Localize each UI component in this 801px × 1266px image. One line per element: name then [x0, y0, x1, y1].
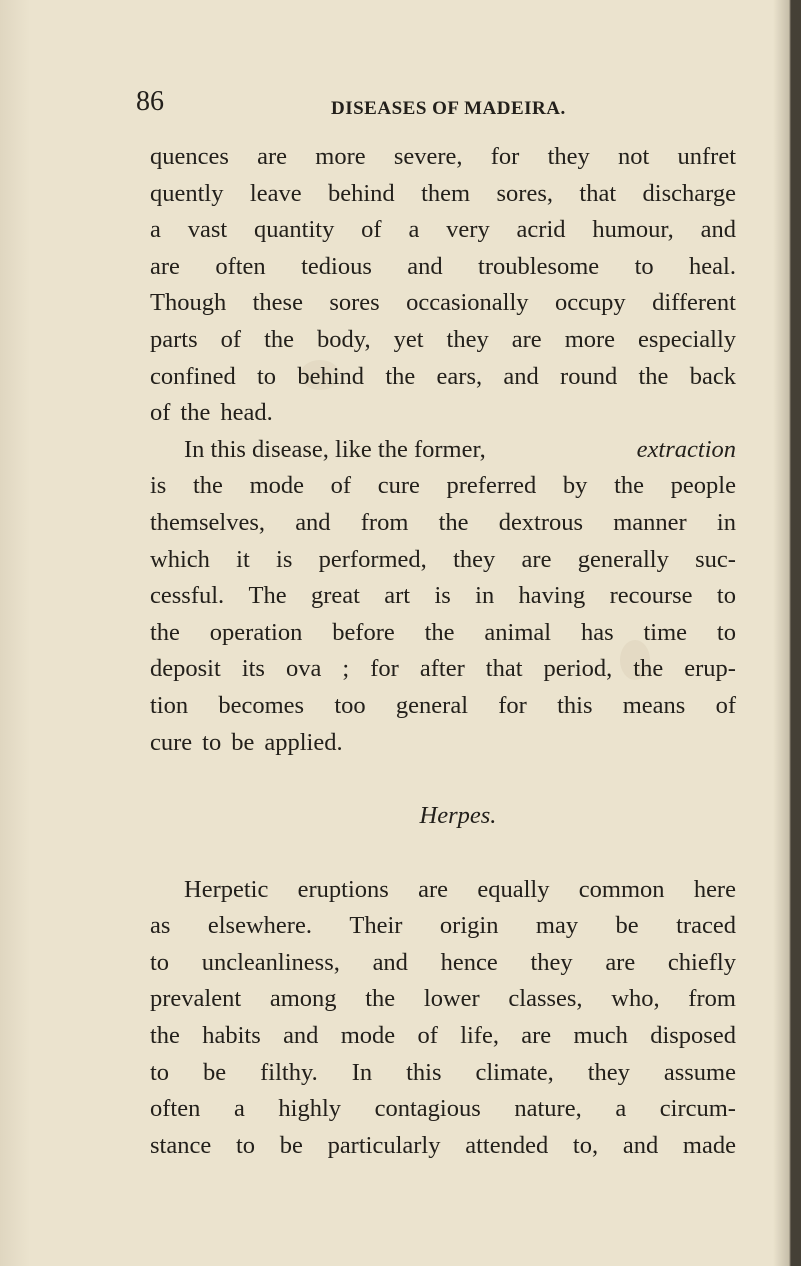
word: the	[424, 618, 455, 646]
word: round	[560, 362, 618, 390]
word: troublesome	[478, 252, 600, 280]
body-text	[150, 139, 736, 1164]
word: the	[638, 362, 669, 390]
text-line	[150, 139, 736, 176]
word: for	[490, 143, 520, 170]
word: body,	[317, 325, 371, 353]
word: to	[257, 362, 277, 390]
word: among	[269, 985, 337, 1013]
word: animal	[484, 618, 552, 646]
word: Though	[150, 289, 227, 317]
text-line	[150, 468, 736, 505]
italic-term: extraction	[636, 435, 736, 463]
word: elsewhere.	[207, 912, 312, 940]
word: The	[248, 582, 287, 610]
word: are	[418, 875, 449, 903]
word: great	[310, 582, 360, 610]
word: them	[421, 179, 471, 207]
word: for	[498, 691, 527, 719]
word: nature,	[514, 1095, 582, 1123]
word: occasionally	[406, 289, 529, 317]
text-line	[150, 945, 736, 982]
word: circum-	[659, 1095, 736, 1123]
word: that	[485, 655, 523, 683]
word: for	[370, 655, 399, 683]
word: vast	[187, 216, 228, 244]
word: assume	[663, 1058, 736, 1086]
word: often	[150, 1095, 201, 1123]
word: are	[511, 325, 542, 353]
word: erup-	[684, 655, 736, 683]
word: as	[150, 912, 171, 940]
word: are	[521, 1022, 552, 1050]
word: may	[535, 912, 579, 940]
word: the	[385, 362, 416, 390]
page-number: 86	[136, 86, 164, 117]
word: to	[202, 728, 222, 756]
word: the	[264, 325, 295, 353]
word: and	[700, 216, 736, 244]
word: operation	[209, 618, 303, 646]
word: which	[150, 545, 210, 573]
word: ;	[342, 655, 350, 683]
word: the	[150, 1022, 180, 1050]
word: cure	[150, 728, 193, 756]
text-line	[150, 359, 736, 396]
word: habits	[202, 1022, 261, 1050]
word: performed,	[318, 545, 427, 573]
word: particularly	[327, 1131, 441, 1159]
word: a	[408, 216, 420, 244]
word: preferred	[446, 472, 537, 500]
word: back	[689, 362, 736, 390]
word: from	[688, 985, 736, 1013]
word: a	[150, 216, 161, 244]
word: before	[332, 618, 395, 646]
word: the	[614, 472, 644, 500]
word: from	[360, 508, 409, 536]
word: highly	[278, 1095, 342, 1123]
word: here	[693, 875, 736, 903]
word: is	[276, 545, 293, 573]
text-line	[150, 651, 736, 688]
word: tion	[150, 691, 189, 719]
text-run: In this disease, like the former,	[184, 435, 486, 463]
word: discharge	[642, 179, 736, 207]
word: are	[605, 948, 636, 976]
word: they	[446, 325, 489, 353]
text-line	[150, 1128, 736, 1165]
word: people	[670, 472, 736, 500]
word: quantity	[254, 216, 335, 244]
word: eruptions	[297, 875, 389, 903]
word: manner	[613, 508, 687, 536]
word: confined	[150, 362, 236, 390]
text-line	[150, 872, 736, 909]
word: deposit	[150, 655, 221, 683]
word: life,	[460, 1022, 499, 1050]
word: these	[252, 289, 303, 317]
word: of	[715, 691, 736, 719]
word: too	[334, 691, 366, 719]
word: traced	[676, 912, 736, 940]
word: be	[279, 1131, 303, 1159]
word: be	[231, 728, 255, 756]
word: and	[283, 1022, 319, 1050]
word: recourse	[609, 582, 693, 610]
word: yet	[393, 325, 424, 353]
text-line	[150, 249, 736, 286]
word: to	[235, 1131, 255, 1159]
word: mode	[249, 472, 304, 500]
text-line	[150, 285, 736, 322]
text-line	[150, 322, 736, 359]
word: be	[615, 912, 639, 940]
word: the	[192, 472, 223, 500]
word: and	[295, 508, 331, 536]
section-heading: Herpes.	[419, 802, 497, 830]
word: disposed	[650, 1022, 736, 1050]
word: uncleanliness,	[201, 948, 340, 976]
word: that	[579, 179, 617, 207]
word: In	[351, 1058, 373, 1086]
word: very	[446, 216, 490, 244]
word: suc-	[695, 545, 736, 573]
word: unfret	[677, 143, 736, 170]
word: applied.	[264, 728, 343, 756]
word: is	[434, 582, 451, 610]
word: occupy	[554, 289, 626, 317]
word: not	[617, 143, 650, 170]
word: are	[150, 252, 180, 280]
word: to	[150, 1058, 170, 1086]
word: to	[716, 618, 736, 646]
word: to	[716, 582, 736, 610]
word: they	[530, 948, 573, 976]
word: climate,	[475, 1058, 554, 1086]
text-line	[150, 1018, 736, 1055]
word: be	[203, 1058, 227, 1086]
text-line	[150, 688, 736, 725]
word: the	[180, 399, 211, 427]
word: the	[633, 655, 664, 683]
word: generally	[577, 545, 669, 573]
word: especially	[638, 325, 736, 353]
word: this	[557, 691, 593, 719]
word: behind	[297, 362, 365, 390]
word: chiefly	[667, 948, 736, 976]
word: acrid	[516, 216, 566, 244]
word: Their	[349, 912, 403, 940]
word: common	[578, 875, 665, 903]
word: attended	[465, 1131, 549, 1159]
word: of	[330, 472, 352, 500]
text-line	[150, 505, 736, 542]
word: and	[622, 1131, 659, 1159]
word: heal.	[689, 252, 736, 280]
word: Herpetic	[184, 875, 269, 903]
word: to,	[572, 1131, 599, 1159]
word: contagious	[374, 1095, 481, 1123]
paragraph-3	[150, 872, 736, 1165]
word: they	[453, 545, 496, 573]
text-line	[150, 725, 736, 762]
text-line	[150, 212, 736, 249]
word: made	[682, 1131, 736, 1159]
text-line	[150, 1055, 736, 1092]
text-line	[150, 1091, 736, 1128]
word: and	[503, 362, 539, 390]
word: humour,	[592, 216, 674, 244]
word: of	[150, 399, 171, 427]
word: art	[384, 582, 411, 610]
paragraph-1	[150, 139, 736, 432]
word: cessful.	[150, 582, 225, 610]
word: are	[521, 545, 552, 573]
word: prevalent	[150, 985, 242, 1013]
word: to	[634, 252, 654, 280]
paragraph-2	[150, 432, 736, 761]
word: ova	[286, 655, 322, 683]
word: head.	[220, 399, 273, 427]
word: has	[580, 618, 614, 646]
word: often	[215, 252, 266, 280]
word: having	[518, 582, 586, 610]
word: tedious	[301, 252, 372, 280]
word: this	[406, 1058, 442, 1086]
word: and	[407, 252, 443, 280]
word: parts	[150, 325, 198, 353]
word: themselves,	[150, 508, 265, 536]
word: mode	[340, 1022, 396, 1050]
word: cure	[377, 472, 420, 500]
word: dextrous	[498, 508, 584, 536]
word: the	[365, 985, 396, 1013]
word: ears,	[436, 362, 483, 390]
word: hence	[440, 948, 498, 976]
word: its	[241, 655, 265, 683]
word: and	[372, 948, 408, 976]
word: to	[150, 948, 170, 976]
word: of	[361, 216, 382, 244]
text-line	[150, 176, 736, 213]
word: in	[716, 508, 736, 536]
word: different	[652, 289, 736, 317]
word: is	[150, 472, 167, 500]
word: much	[573, 1022, 628, 1050]
word: more	[315, 143, 366, 170]
word: leave	[249, 179, 302, 207]
word: after	[419, 655, 465, 683]
word: equally	[477, 875, 550, 903]
word: origin	[439, 912, 499, 940]
word: more	[564, 325, 616, 353]
word: sores	[329, 289, 380, 317]
word: a	[233, 1095, 245, 1123]
word: the	[438, 508, 469, 536]
word: becomes	[218, 691, 305, 719]
word: classes,	[508, 985, 583, 1013]
word: lower	[423, 985, 480, 1013]
word: stance	[150, 1131, 212, 1159]
text-line	[150, 395, 736, 432]
word: of	[417, 1022, 438, 1050]
word: who,	[611, 985, 660, 1013]
word: sores,	[496, 179, 553, 207]
word: quently	[150, 179, 224, 207]
text-line	[150, 615, 736, 652]
word: time	[643, 618, 688, 646]
text-line	[150, 981, 736, 1018]
word: it	[236, 545, 250, 573]
text-line	[150, 542, 736, 579]
word: behind	[328, 179, 395, 207]
word: filthy.	[260, 1058, 318, 1086]
word: period,	[543, 655, 613, 683]
word: general	[395, 691, 468, 719]
text-line	[150, 432, 736, 469]
word: severe,	[393, 143, 463, 170]
word: of	[220, 325, 242, 353]
running-head: DISEASES OF MADEIRA.	[331, 98, 566, 119]
word: quences	[150, 143, 229, 170]
word: a	[615, 1095, 627, 1123]
word: by	[562, 472, 588, 500]
text-line	[150, 908, 736, 945]
word: are	[257, 143, 288, 170]
word: they	[587, 1058, 630, 1086]
word: they	[547, 143, 590, 170]
word: the	[150, 618, 180, 646]
word: in	[475, 582, 495, 610]
text-line	[150, 578, 736, 615]
page-header	[136, 86, 736, 126]
word: means	[622, 691, 686, 719]
